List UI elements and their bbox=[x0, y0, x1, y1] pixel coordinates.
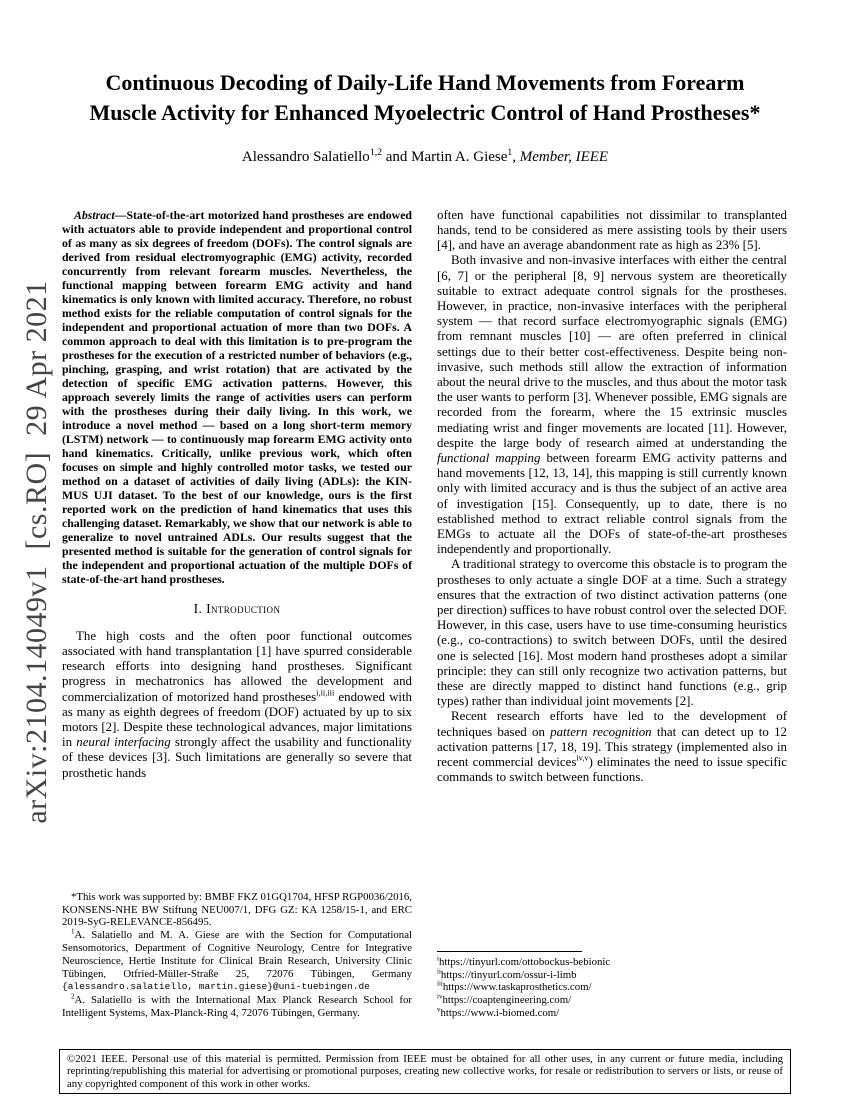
two-column-body bbox=[0, 208, 850, 1020]
footnote-link-ibiomed[interactable]: $^v$https://www.i-biomed.com/ bbox=[437, 1005, 560, 1019]
arxiv-watermark: arXiv:2104.14049v1 [cs.RO] 29 Apr 2021 bbox=[20, 280, 53, 824]
left-footnotes bbox=[62, 891, 412, 1020]
body-paragraph: often have functional capabilities not dissimilar to transplanted hands, tend to be considered as mere assisting tools by their users [4], and have an average abandonment rate as high as 23% [5]. bbox=[437, 207, 787, 253]
ieee-copyright-notice bbox=[59, 1049, 791, 1094]
intro-paragraph: The high costs and the often poor functional outcomes associated with hand transplantation [1] have spurred considerable research efforts into designing hand prostheses. Significant progress in mechatronics has allowed the development and commercialization of motorized hand prostheses$^{i,ii,iii}$ endowed with as many as eighth degrees of freedom (DOF) actuated by up to six motors [2]. Despite these technological advances, major limitations in neural interfacing strongly affect the usability and functionality of these devices [3]. Such limitations are generally so severe that prosthetic hands bbox=[62, 628, 412, 780]
footnote-link-ossur[interactable]: $^{ii}$https://tinyurl.com/ossur-i-limb bbox=[437, 966, 577, 981]
footnote-link-taska[interactable]: $^{iii}$https://www.taskaprosthetics.com/ bbox=[437, 979, 592, 994]
body-paragraph: A traditional strategy to overcome this obstacle is to program the prostheses to only actuate a single DOF at a time. Such a strategy ensures that the extraction of two distinct activation patterns (one per direction) suffices to have robust control over the selected DOF. However, in this case, users have to use time-consuming heuristics (e.g., co-contractions) to switch between DOFs, until the desired one is selected [16]. Most modern hand prostheses adopt a similar principle: they can still only recognize two activation patterns, but these are directly mapped to distinct hand functions (e.g., grip types) rather than individual joint movements [2]. bbox=[437, 557, 787, 709]
right-column bbox=[437, 208, 787, 1020]
body-paragraph: Recent research efforts have led to the development of techniques based on pattern recognition that can detect up to 12 activation patterns [17, 18, 19]. This strategy (implemented also in recent commercial devices$^{iv,v}$) eliminates the need to issue specific commands to switch between functions. bbox=[437, 709, 787, 785]
paper-title: Continuous Decoding of Daily-Life Hand Movements from Forearm Muscle Activity for Enhanced Myoelectric Control of Hand Prostheses* bbox=[89, 70, 761, 126]
left-column bbox=[62, 208, 412, 1020]
affiliation-footnote-1: $^1$A. Salatiello and M. A. Giese are with the Section for Computational Sensomotorics, Department of Cognitive Neurology, Centre for Integrative Neuroscience, Hertie Institute for Clinical Brain Research, University Clinic Tübingen, Otfried-Müller-Straße 25, 72076 Tübingen, Germany {alessandro.salatiello, martin.giese}@uni-tuebingen.de bbox=[62, 927, 412, 993]
section-heading-introduction: I. Introduction bbox=[193, 600, 281, 616]
footnote-rule bbox=[437, 951, 582, 952]
footnote-link-coapt[interactable]: $^{iv}$https://coaptengineering.com/ bbox=[437, 992, 572, 1007]
funding-footnote: *This work was supported by: BMBF FKZ 01GQ1704, HFSP RGP0036/2016, KONSENS-NHE BW Stiftung NEU007/1, DFG GZ: KA 1258/15-1, and ERC 2019-SyG-RELEVANCE-856495. bbox=[62, 890, 412, 929]
body-paragraph: Both invasive and non-invasive interfaces with either the central [6, 7] or the peripheral [8, 9] nervous system are theoretically suitable to extract adequate control signals for the prostheses. However, in practice, non-invasive interfaces with the peripheral system — that record surface electromyographic signals (EMG) from remnant muscles [10] — are often preferred in clinical settings due to their better cost-effectiveness. Despite being non-invasive, such methods still allow the extraction of information about the neural drive to the muscles, and thus about the motor task the user wants to perform [3]. Whenever possible, EMG signals are recorded from the forearm, where the 15 extrinsic muscles mediating wrist and finger movements are located [11]. However, despite the large body of research aimed at understanding the functional mapping between forearm EMG activity patterns and hand movements [12, 13, 14], this mapping is still currently known only with limited accuracy and is thus the subject of an active area of investigation [15]. Consequently, up to date, there is no established method to extract reliable control signals from the EMGs to actuate all the DOFs of state-of-the-art prostheses independently and proportionally. bbox=[437, 253, 787, 557]
footnote-link-bebionic[interactable]: $^i$https://tinyurl.com/ottobockus-bebionic bbox=[437, 954, 611, 968]
right-footnotes bbox=[437, 951, 787, 1020]
title-block bbox=[0, 0, 850, 166]
abstract: Abstract—State-of-the-art motorized hand prostheses are endowed with actuators able to provide independent and proportional control of as many as six degrees of freedom (DOFs). The control signals are derived from residual electromyographic (EMG) activity, recorded concurrently from relevant forearm muscles. Nevertheless, the functional mapping between forearm EMG activity and hand kinematics is only known with limited accuracy. Therefore, no robust method exists for the reliable computation of control signals for the independent and proportional actuation of more than two DOFs. A common approach to deal with this limitation is to pre-program the prostheses for the execution of a restricted number of behaviors (e.g., pinching, grasping, and wrist rotation) that are activated by the detection of specific EMG activation patterns. However, this approach severely limits the range of activities users can perform with the prostheses during their daily living. In this work, we introduce a novel method — based on a long short-term memory (LSTM) network — to continuously map forearm EMG activity onto hand kinematics. Critically, unlike previous work, which often focuses on simple and highly controlled motor tasks, we tested our method on a dataset of activities of daily living (ADLs): the KIN-MUS UJI dataset. To the best of our knowledge, ours is the first reported work on the prediction of hand kinematics that uses this challenging dataset. Remarkably, we show that our network is able to generalize to novel untrained ADLs. Our results suggest that the presented method is suitable for the generation of control signals for the independent and proportional actuation of the multiple DOFs of state-of-the-art hand prostheses. bbox=[62, 207, 412, 586]
copyright-text: ©2021 IEEE. Personal use of this material is permitted. Permission from IEEE must be obtained for all other uses, in any current or future media, including reprinting/republishing this material for advertising or promotional purposes, creating new collective works, for resale or redistribution to servers or lists, or reuse of any copyrighted component of this work in other works. bbox=[67, 1052, 783, 1090]
authors-line: Alessandro Salatiello$^{1,2}$ and Martin A. Giese$^1$, Member, IEEE bbox=[241, 146, 609, 165]
affiliation-footnote-2: $^2$A. Salatiello is with the International Max Planck Research School for Intelligent Systems, Max-Planck-Ring 4, 72076 Tübingen, Germany. bbox=[62, 992, 412, 1019]
